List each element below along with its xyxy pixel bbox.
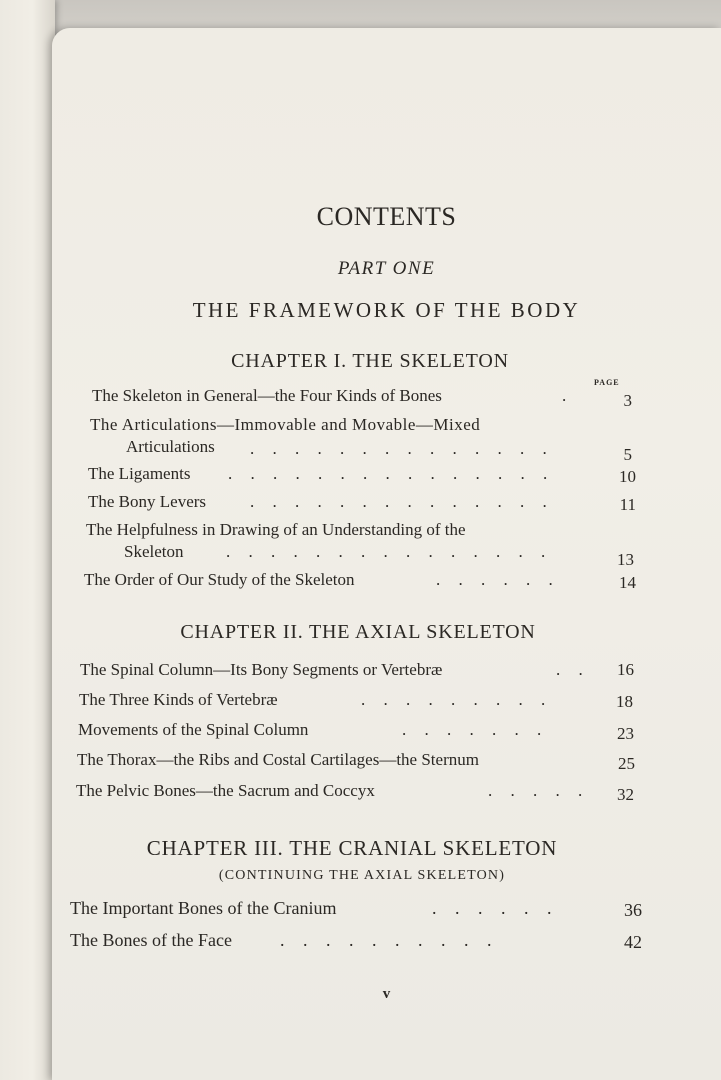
toc-entry-title: The Thorax—the Ribs and Costal Cartilages—the Sternum <box>77 750 479 769</box>
chapter-2-heading: CHAPTER II. THE AXIAL SKELETON <box>180 621 536 643</box>
part-subtitle: THE FRAMEWORK OF THE BODY <box>192 298 581 322</box>
toc-entry <box>77 749 647 771</box>
toc-entry-title-continued: Articulations <box>126 437 215 456</box>
toc-entry-title: Movements of the Spinal Column <box>78 720 309 739</box>
toc-entry-leader: . . . . . . . . . <box>361 690 553 709</box>
toc-entry-page: 32 <box>617 785 634 804</box>
toc-entry-title-continued: Skeleton <box>124 542 184 561</box>
toc-entry <box>84 569 634 591</box>
left-page-edge <box>0 0 55 1080</box>
toc-entry-leader: . . . . . . . . . . . . . . <box>250 492 554 511</box>
toc-entry-page: 42 <box>624 932 642 952</box>
toc-entry <box>70 929 650 951</box>
toc-entry-title: The Bony Levers <box>88 492 207 511</box>
toc-entry-leader: . . . . . . <box>432 898 559 918</box>
chapter-1-heading: CHAPTER I. THE SKELETON <box>231 350 509 372</box>
toc-entry-page: 23 <box>617 724 634 743</box>
toc-entry-leader: . . . . . . . . . . . . . . <box>250 439 554 458</box>
toc-entry-page: 18 <box>616 692 633 711</box>
toc-entry <box>88 491 636 514</box>
toc-entry-page: 25 <box>618 754 635 773</box>
page-number-folio: v <box>382 986 391 1002</box>
toc-entry-title: The Three Kinds of Vertebræ <box>79 690 278 709</box>
toc-entry-title: The Skeleton in General—the Four Kinds of Bones <box>92 386 442 405</box>
toc-entry-page: 10 <box>619 467 636 486</box>
toc-entry-leader: . . . . . <box>488 781 590 800</box>
toc-entry <box>76 780 646 802</box>
toc-entry-leader: . . . . . . . . . . . . . . . <box>228 464 555 483</box>
contents-title: CONTENTS <box>316 202 457 231</box>
chapter-3-subheading: (CONTINUING THE AXIAL SKELETON) <box>218 868 506 883</box>
page-column-label: PAGE <box>594 378 620 387</box>
toc-entry-title: The Helpfulness in Drawing of an Understanding of the <box>86 520 466 539</box>
toc-entry-leader: . . . . . . <box>436 570 560 589</box>
toc-entry-leader: . <box>562 386 574 405</box>
toc-entry-page: 14 <box>619 573 636 592</box>
toc-entry <box>70 897 650 919</box>
toc-entry-leader: . . <box>556 660 590 679</box>
toc-entry <box>80 659 640 681</box>
toc-entry-page: 36 <box>624 900 642 920</box>
part-title: PART ONE <box>337 258 436 279</box>
toc-entry-leader: . . . . . . . . . . <box>280 930 499 950</box>
toc-entry-page: 5 <box>623 445 632 464</box>
toc-entry-title: The Spinal Column—Its Bony Segments or Vertebræ <box>80 660 443 679</box>
toc-entry <box>78 719 638 741</box>
toc-entry-page: 13 <box>617 550 634 569</box>
toc-entry <box>86 519 634 569</box>
toc-entry-title: The Important Bones of the Cranium <box>70 898 337 918</box>
toc-entry-leader: . . . . . . . . . . . . . . . <box>226 542 553 561</box>
toc-entry <box>92 385 632 410</box>
toc-entry <box>90 414 632 464</box>
toc-entry-title: The Bones of the Face <box>70 930 232 950</box>
toc-entry-page: 3 <box>623 391 632 410</box>
toc-entry-leader: . . . . . . . <box>402 720 549 739</box>
toc-entry <box>88 463 636 486</box>
toc-entry-page: 11 <box>619 495 636 514</box>
toc-entry-page: 16 <box>617 660 634 679</box>
toc-entry <box>79 689 639 711</box>
toc-entry-title: The Order of Our Study of the Skeleton <box>84 570 355 589</box>
chapter-3-heading: CHAPTER III. THE CRANIAL SKELETON <box>146 836 558 860</box>
toc-entry-title: The Articulations—Immovable and Movable—Mixed <box>90 415 481 434</box>
toc-entry-title: The Ligaments <box>88 464 191 483</box>
book-page <box>52 28 721 1080</box>
toc-entry-title: The Pelvic Bones—the Sacrum and Coccyx <box>76 781 375 800</box>
